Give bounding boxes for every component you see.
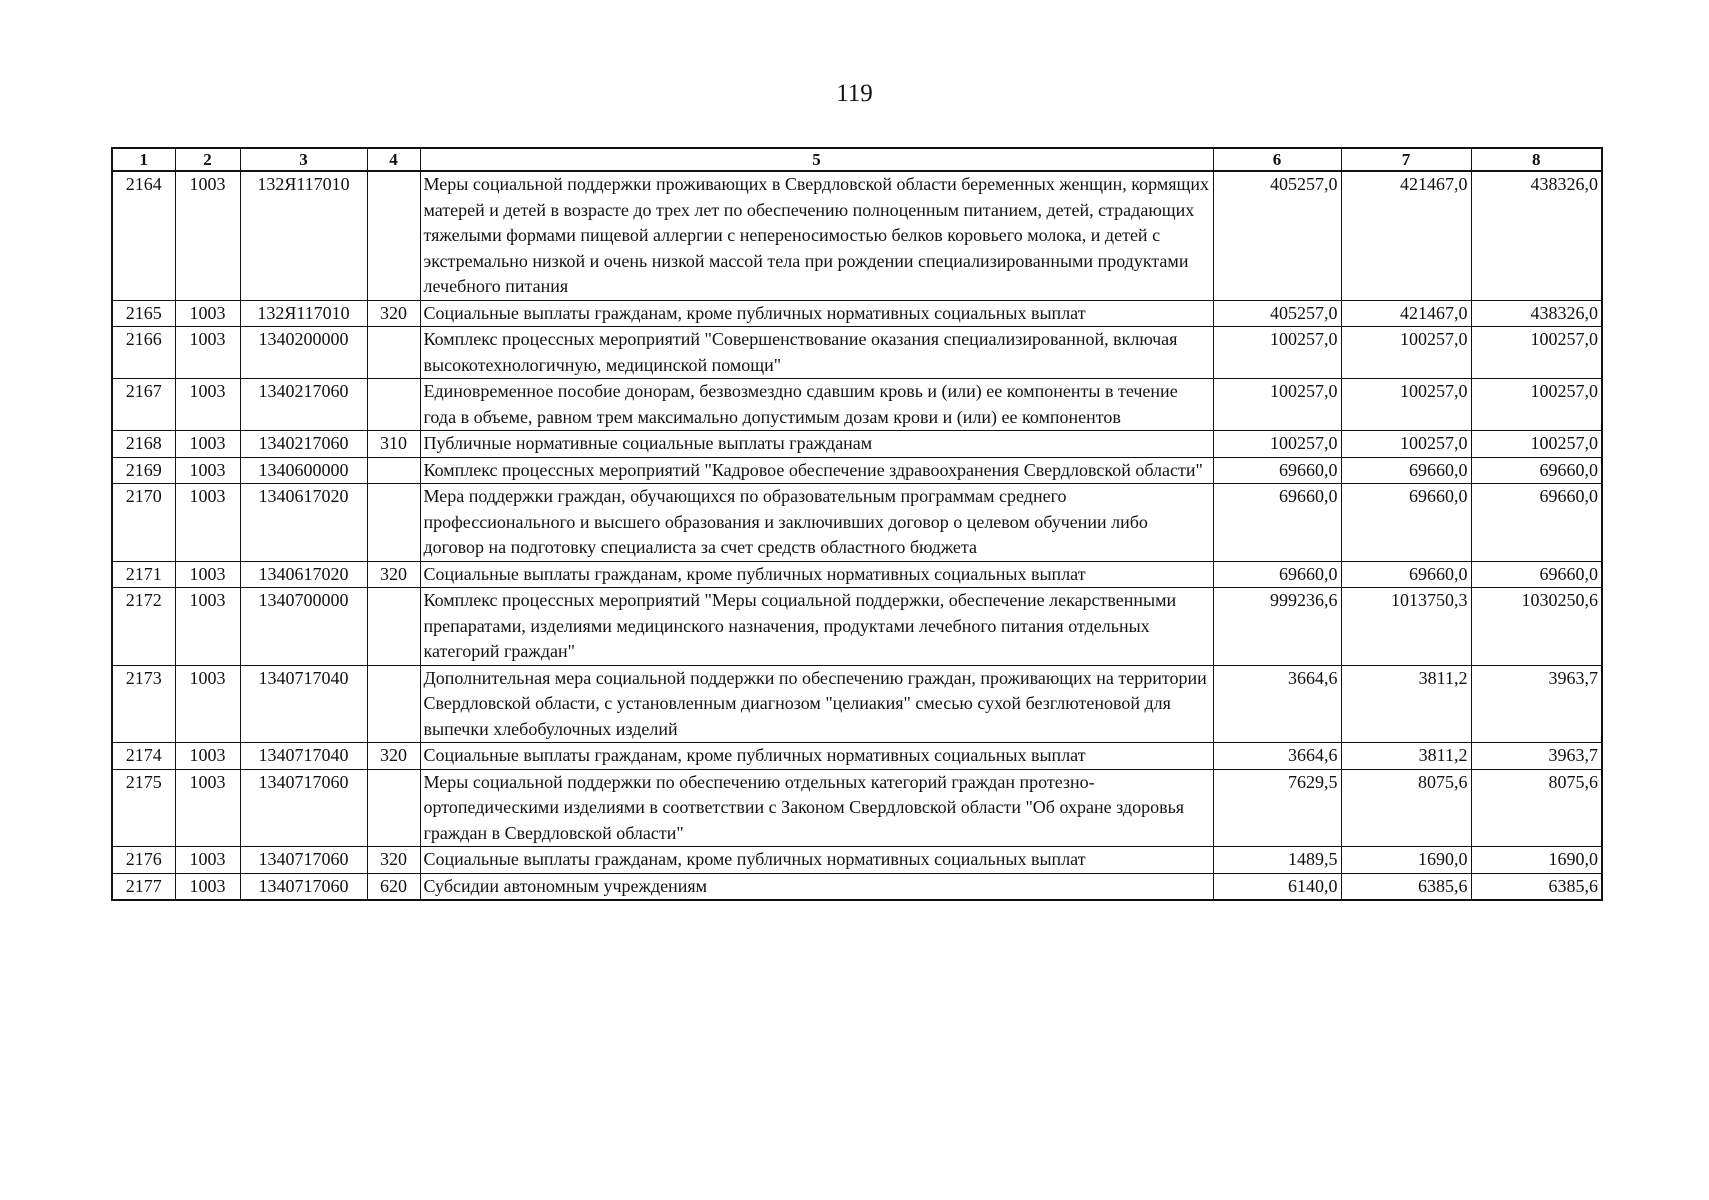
section-code-cell: 1003 <box>175 743 240 770</box>
description-cell: Меры социальной поддержки по обеспечению отдельных категорий граждан протезно-ортопедическими изделиями в соответствии с Законом Свердловской области "Об охране здоровья граждан в Свердловской области" <box>420 769 1213 847</box>
amount-cell: 1690,0 <box>1471 847 1602 874</box>
amount-cell: 999236,6 <box>1213 588 1341 666</box>
amount-cell: 69660,0 <box>1471 561 1602 588</box>
table-body <box>112 171 1602 900</box>
section-code-cell: 1003 <box>175 484 240 562</box>
target-article-code-cell: 1340617020 <box>240 561 367 588</box>
amount-cell: 100257,0 <box>1471 379 1602 431</box>
row-number-cell: 2172 <box>112 588 175 666</box>
amount-cell: 100257,0 <box>1471 327 1602 379</box>
table-row <box>112 665 1602 743</box>
description-cell: Социальные выплаты гражданам, кроме публичных нормативных социальных выплат <box>420 561 1213 588</box>
target-article-code-cell: 1340200000 <box>240 327 367 379</box>
table-row <box>112 743 1602 770</box>
section-code-cell: 1003 <box>175 171 240 300</box>
section-code-cell: 1003 <box>175 457 240 484</box>
description-cell: Социальные выплаты гражданам, кроме публичных нормативных социальных выплат <box>420 300 1213 327</box>
expense-type-code-cell <box>367 665 420 743</box>
amount-cell: 100257,0 <box>1471 431 1602 458</box>
amount-cell: 3811,2 <box>1341 743 1471 770</box>
table-row <box>112 873 1602 900</box>
expense-type-code-cell <box>367 588 420 666</box>
amount-cell: 7629,5 <box>1213 769 1341 847</box>
expense-type-code-cell <box>367 457 420 484</box>
section-code-cell: 1003 <box>175 327 240 379</box>
table-row <box>112 431 1602 458</box>
amount-cell: 69660,0 <box>1341 484 1471 562</box>
row-number-cell: 2173 <box>112 665 175 743</box>
amount-cell: 1030250,6 <box>1471 588 1602 666</box>
description-cell: Субсидии автономным учреждениям <box>420 873 1213 900</box>
description-cell: Комплекс процессных мероприятий "Меры социальной поддержки, обеспечение лекарственными препаратами, изделиями медицинского назначения, продуктами лечебного питания отдельных категорий граждан" <box>420 588 1213 666</box>
section-code-cell: 1003 <box>175 665 240 743</box>
row-number-cell: 2171 <box>112 561 175 588</box>
amount-cell: 3664,6 <box>1213 743 1341 770</box>
description-cell: Мера поддержки граждан, обучающихся по образовательным программам среднего профессионального и высшего образования и заключивших договор о целевом обучении либо договор на подготовку специалиста за счет средств областного бюджета <box>420 484 1213 562</box>
target-article-code-cell: 1340617020 <box>240 484 367 562</box>
expense-type-code-cell <box>367 171 420 300</box>
amount-cell: 3963,7 <box>1471 743 1602 770</box>
table-row <box>112 847 1602 874</box>
target-article-code-cell: 1340717060 <box>240 769 367 847</box>
target-article-code-cell: 1340700000 <box>240 588 367 666</box>
expense-type-code-cell: 620 <box>367 873 420 900</box>
section-code-cell: 1003 <box>175 873 240 900</box>
expense-type-code-cell <box>367 379 420 431</box>
section-code-cell: 1003 <box>175 561 240 588</box>
amount-cell: 1013750,3 <box>1341 588 1471 666</box>
expense-type-code-cell: 320 <box>367 561 420 588</box>
amount-cell: 438326,0 <box>1471 300 1602 327</box>
description-cell: Дополнительная мера социальной поддержки по обеспечению граждан, проживающих на территории Свердловской области, с установленным диагнозом "целиакия" смесью сухой безглютеновой для выпечки хлебобулочных изделий <box>420 665 1213 743</box>
row-number-cell: 2174 <box>112 743 175 770</box>
amount-cell: 3811,2 <box>1341 665 1471 743</box>
amount-cell: 1489,5 <box>1213 847 1341 874</box>
column-header: 1 <box>112 148 175 171</box>
amount-cell: 100257,0 <box>1341 327 1471 379</box>
section-code-cell: 1003 <box>175 431 240 458</box>
amount-cell: 100257,0 <box>1341 431 1471 458</box>
amount-cell: 100257,0 <box>1341 379 1471 431</box>
description-cell: Социальные выплаты гражданам, кроме публичных нормативных социальных выплат <box>420 847 1213 874</box>
amount-cell: 6385,6 <box>1471 873 1602 900</box>
table-header-row <box>112 148 1602 171</box>
table-row <box>112 484 1602 562</box>
column-header: 4 <box>367 148 420 171</box>
row-number-cell: 2167 <box>112 379 175 431</box>
target-article-code-cell: 1340217060 <box>240 431 367 458</box>
amount-cell: 69660,0 <box>1341 561 1471 588</box>
row-number-cell: 2170 <box>112 484 175 562</box>
table-row <box>112 327 1602 379</box>
column-header: 2 <box>175 148 240 171</box>
description-cell: Комплекс процессных мероприятий "Кадровое обеспечение здравоохранения Свердловской области" <box>420 457 1213 484</box>
amount-cell: 6385,6 <box>1341 873 1471 900</box>
description-cell: Социальные выплаты гражданам, кроме публичных нормативных социальных выплат <box>420 743 1213 770</box>
row-number-cell: 2176 <box>112 847 175 874</box>
section-code-cell: 1003 <box>175 379 240 431</box>
target-article-code-cell: 1340717040 <box>240 743 367 770</box>
description-cell: Единовременное пособие донорам, безвозмездно сдавшим кровь и (или) ее компоненты в течение года в объеме, равном трем максимально допустимым дозам крови и (или) ее компонентов <box>420 379 1213 431</box>
section-code-cell: 1003 <box>175 588 240 666</box>
section-code-cell: 1003 <box>175 847 240 874</box>
amount-cell: 6140,0 <box>1213 873 1341 900</box>
amount-cell: 69660,0 <box>1213 561 1341 588</box>
expense-type-code-cell: 320 <box>367 743 420 770</box>
table-row <box>112 561 1602 588</box>
column-header: 3 <box>240 148 367 171</box>
target-article-code-cell: 1340717060 <box>240 873 367 900</box>
row-number-cell: 2175 <box>112 769 175 847</box>
budget-table <box>111 147 1603 901</box>
section-code-cell: 1003 <box>175 300 240 327</box>
row-number-cell: 2177 <box>112 873 175 900</box>
amount-cell: 405257,0 <box>1213 171 1341 300</box>
target-article-code-cell: 132Я117010 <box>240 171 367 300</box>
column-header: 5 <box>420 148 1213 171</box>
amount-cell: 100257,0 <box>1213 379 1341 431</box>
column-header: 7 <box>1341 148 1471 171</box>
amount-cell: 69660,0 <box>1213 484 1341 562</box>
row-number-cell: 2169 <box>112 457 175 484</box>
description-cell: Комплекс процессных мероприятий "Совершенствование оказания специализированной, включая высокотехнологичную, медицинской помощи" <box>420 327 1213 379</box>
row-number-cell: 2165 <box>112 300 175 327</box>
amount-cell: 69660,0 <box>1471 484 1602 562</box>
expense-type-code-cell: 320 <box>367 847 420 874</box>
table-row <box>112 588 1602 666</box>
amount-cell: 100257,0 <box>1213 431 1341 458</box>
expense-type-code-cell: 310 <box>367 431 420 458</box>
amount-cell: 69660,0 <box>1213 457 1341 484</box>
amount-cell: 405257,0 <box>1213 300 1341 327</box>
amount-cell: 438326,0 <box>1471 171 1602 300</box>
column-header: 8 <box>1471 148 1602 171</box>
amount-cell: 421467,0 <box>1341 171 1471 300</box>
description-cell: Публичные нормативные социальные выплаты гражданам <box>420 431 1213 458</box>
page-number: 119 <box>836 80 873 107</box>
expense-type-code-cell: 320 <box>367 300 420 327</box>
expense-type-code-cell <box>367 484 420 562</box>
table-row <box>112 379 1602 431</box>
row-number-cell: 2164 <box>112 171 175 300</box>
section-code-cell: 1003 <box>175 769 240 847</box>
expense-type-code-cell <box>367 769 420 847</box>
target-article-code-cell: 132Я117010 <box>240 300 367 327</box>
amount-cell: 1690,0 <box>1341 847 1471 874</box>
table-row <box>112 769 1602 847</box>
description-cell: Меры социальной поддержки проживающих в Свердловской области беременных женщин, кормящих матерей и детей в возрасте до трех лет по обеспечению полноценным питанием, детей, страдающих тяжелыми формами пищевой аллергии с непереносимостью белков коровьего молока, и детей с экстремально низкой и очень низкой массой тела при рождении специализированными продуктами лечебного питания <box>420 171 1213 300</box>
amount-cell: 421467,0 <box>1341 300 1471 327</box>
amount-cell: 100257,0 <box>1213 327 1341 379</box>
table-row <box>112 171 1602 300</box>
target-article-code-cell: 1340717040 <box>240 665 367 743</box>
amount-cell: 3963,7 <box>1471 665 1602 743</box>
expense-type-code-cell <box>367 327 420 379</box>
amount-cell: 8075,6 <box>1341 769 1471 847</box>
column-header: 6 <box>1213 148 1341 171</box>
row-number-cell: 2168 <box>112 431 175 458</box>
target-article-code-cell: 1340717060 <box>240 847 367 874</box>
amount-cell: 69660,0 <box>1471 457 1602 484</box>
amount-cell: 8075,6 <box>1471 769 1602 847</box>
table-row <box>112 300 1602 327</box>
target-article-code-cell: 1340217060 <box>240 379 367 431</box>
amount-cell: 69660,0 <box>1341 457 1471 484</box>
table-row <box>112 457 1602 484</box>
row-number-cell: 2166 <box>112 327 175 379</box>
amount-cell: 3664,6 <box>1213 665 1341 743</box>
target-article-code-cell: 1340600000 <box>240 457 367 484</box>
